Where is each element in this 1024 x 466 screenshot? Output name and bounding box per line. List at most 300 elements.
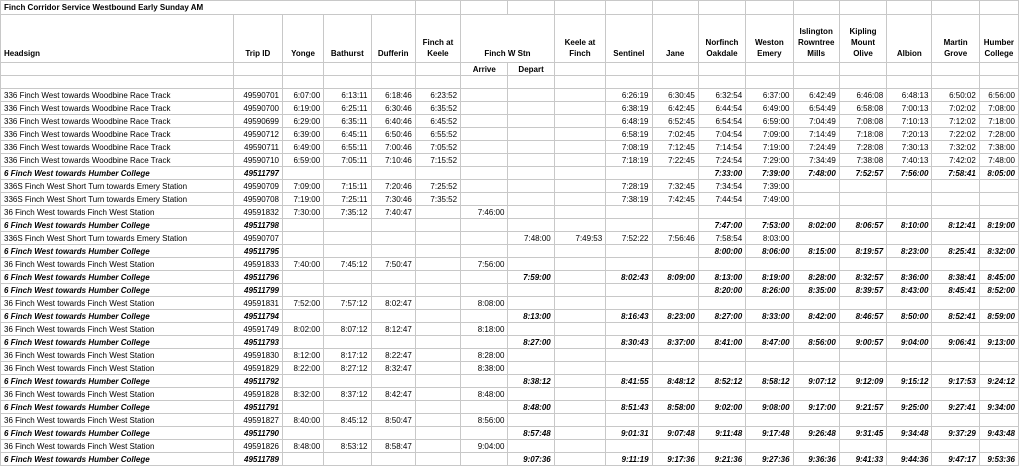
time-cell[interactable] [461,219,508,232]
time-cell[interactable] [371,401,415,414]
time-cell[interactable]: 8:45:00 [979,271,1018,284]
time-cell[interactable] [371,245,415,258]
time-cell[interactable]: 8:38:00 [461,362,508,375]
time-cell[interactable] [932,193,979,206]
time-cell[interactable] [652,323,698,336]
time-cell[interactable] [415,258,460,271]
time-cell[interactable]: 6:42:45 [652,102,698,115]
trip-id-cell[interactable]: 49511790 [233,427,282,440]
time-cell[interactable]: 8:59:00 [979,310,1018,323]
time-cell[interactable]: 9:04:00 [461,440,508,453]
time-cell[interactable] [932,349,979,362]
table-row[interactable] [1,401,1019,414]
time-cell[interactable] [461,193,508,206]
time-cell[interactable]: 9:17:48 [746,427,793,440]
time-cell[interactable] [324,375,371,388]
headsign-cell[interactable]: 6 Finch West towards Humber College [1,427,234,440]
time-cell[interactable]: 7:19:00 [746,141,793,154]
time-cell[interactable]: 8:27:00 [698,310,745,323]
time-cell[interactable]: 7:52:57 [839,167,886,180]
time-cell[interactable] [508,206,554,219]
time-cell[interactable]: 8:02:47 [371,297,415,310]
time-cell[interactable]: 7:09:00 [746,128,793,141]
time-cell[interactable]: 8:07:12 [324,323,371,336]
time-cell[interactable]: 7:52:22 [606,232,652,245]
table-row[interactable] [1,232,1019,245]
time-cell[interactable] [283,453,324,466]
time-cell[interactable] [554,349,605,362]
table-row[interactable] [1,453,1019,466]
time-cell[interactable]: 7:40:00 [283,258,324,271]
time-cell[interactable]: 6:42:49 [793,89,839,102]
time-cell[interactable] [698,206,745,219]
time-cell[interactable]: 8:23:00 [652,310,698,323]
time-cell[interactable]: 7:20:13 [887,128,932,141]
time-cell[interactable]: 8:53:12 [324,440,371,453]
time-cell[interactable]: 7:52:00 [283,297,324,310]
time-cell[interactable]: 8:42:47 [371,388,415,401]
time-cell[interactable]: 7:50:47 [371,258,415,271]
time-cell[interactable]: 8:56:00 [793,336,839,349]
trip-id-cell[interactable]: 49591832 [233,206,282,219]
table-row[interactable] [1,141,1019,154]
table-row[interactable] [1,167,1019,180]
time-cell[interactable] [887,297,932,310]
time-cell[interactable]: 8:12:00 [283,349,324,362]
time-cell[interactable] [554,284,605,297]
time-cell[interactable]: 7:58:41 [932,167,979,180]
time-cell[interactable]: 7:48:00 [979,154,1018,167]
time-cell[interactable] [508,128,554,141]
time-cell[interactable]: 6:23:52 [415,89,460,102]
headsign-cell[interactable]: 6 Finch West towards Humber College [1,284,234,297]
table-row[interactable] [1,258,1019,271]
time-cell[interactable]: 9:34:48 [887,427,932,440]
time-cell[interactable]: 6:54:54 [698,115,745,128]
time-cell[interactable] [508,115,554,128]
time-cell[interactable]: 8:41:00 [698,336,745,349]
time-cell[interactable]: 7:30:46 [371,193,415,206]
time-cell[interactable]: 7:25:52 [415,180,460,193]
time-cell[interactable] [283,245,324,258]
headsign-cell[interactable]: 6 Finch West towards Humber College [1,167,234,180]
trip-id-cell[interactable]: 49591830 [233,349,282,362]
time-cell[interactable] [371,232,415,245]
time-cell[interactable] [979,193,1018,206]
time-cell[interactable]: 8:27:00 [508,336,554,349]
time-cell[interactable]: 7:56:00 [887,167,932,180]
time-cell[interactable] [839,323,886,336]
trip-id-cell[interactable]: 49590701 [233,89,282,102]
time-cell[interactable]: 6:13:11 [324,89,371,102]
time-cell[interactable]: 6:50:02 [932,89,979,102]
time-cell[interactable] [461,401,508,414]
time-cell[interactable] [793,232,839,245]
time-cell[interactable] [793,180,839,193]
time-cell[interactable] [461,154,508,167]
headsign-cell[interactable]: 36 Finch West towards Finch West Station [1,323,234,336]
time-cell[interactable]: 8:58:00 [652,401,698,414]
time-cell[interactable] [839,414,886,427]
time-cell[interactable] [461,102,508,115]
table-row[interactable] [1,193,1019,206]
time-cell[interactable] [606,323,652,336]
time-cell[interactable]: 7:38:19 [606,193,652,206]
time-cell[interactable]: 9:27:41 [932,401,979,414]
time-cell[interactable] [415,167,460,180]
time-cell[interactable]: 7:14:49 [793,128,839,141]
time-cell[interactable]: 8:52:00 [979,284,1018,297]
time-cell[interactable]: 8:32:00 [283,388,324,401]
time-cell[interactable] [887,180,932,193]
time-cell[interactable] [746,388,793,401]
time-cell[interactable] [839,297,886,310]
time-cell[interactable] [652,297,698,310]
table-row[interactable] [1,102,1019,115]
time-cell[interactable] [746,297,793,310]
time-cell[interactable]: 7:00:46 [371,141,415,154]
time-cell[interactable]: 7:56:46 [652,232,698,245]
time-cell[interactable]: 7:00:13 [887,102,932,115]
trip-id-cell[interactable]: 49591749 [233,323,282,336]
headsign-cell[interactable]: 36 Finch West towards Finch West Station [1,440,234,453]
time-cell[interactable] [283,167,324,180]
time-cell[interactable] [415,336,460,349]
time-cell[interactable] [932,180,979,193]
time-cell[interactable] [887,258,932,271]
time-cell[interactable]: 8:45:12 [324,414,371,427]
time-cell[interactable]: 9:08:00 [746,401,793,414]
time-cell[interactable] [554,193,605,206]
time-cell[interactable]: 8:30:43 [606,336,652,349]
time-cell[interactable]: 7:05:11 [324,154,371,167]
time-cell[interactable]: 7:10:13 [887,115,932,128]
time-cell[interactable] [698,362,745,375]
time-cell[interactable]: 7:58:54 [698,232,745,245]
time-cell[interactable] [371,284,415,297]
time-cell[interactable] [839,349,886,362]
table-row[interactable] [1,414,1019,427]
time-cell[interactable]: 8:32:47 [371,362,415,375]
time-cell[interactable]: 7:49:00 [746,193,793,206]
time-cell[interactable]: 6:58:19 [606,128,652,141]
time-cell[interactable] [793,193,839,206]
time-cell[interactable]: 8:43:00 [887,284,932,297]
time-cell[interactable]: 8:27:12 [324,362,371,375]
time-cell[interactable] [793,440,839,453]
headsign-cell[interactable]: 6 Finch West towards Humber College [1,219,234,232]
time-cell[interactable]: 7:28:00 [979,128,1018,141]
time-cell[interactable] [461,271,508,284]
time-cell[interactable]: 8:10:00 [887,219,932,232]
time-cell[interactable]: 6:39:00 [283,128,324,141]
trip-id-cell[interactable]: 49590711 [233,141,282,154]
time-cell[interactable] [461,310,508,323]
time-cell[interactable] [461,167,508,180]
time-cell[interactable]: 6:59:00 [283,154,324,167]
time-cell[interactable] [554,180,605,193]
time-cell[interactable]: 7:38:00 [979,141,1018,154]
time-cell[interactable]: 8:38:12 [508,375,554,388]
time-cell[interactable] [554,414,605,427]
time-cell[interactable]: 9:21:57 [839,401,886,414]
time-cell[interactable]: 9:27:36 [746,453,793,466]
time-cell[interactable]: 8:02:43 [606,271,652,284]
trip-id-cell[interactable]: 49590699 [233,115,282,128]
time-cell[interactable] [652,349,698,362]
time-cell[interactable] [554,297,605,310]
time-cell[interactable] [839,193,886,206]
time-cell[interactable] [793,349,839,362]
time-cell[interactable]: 7:57:12 [324,297,371,310]
time-cell[interactable]: 6:35:11 [324,115,371,128]
time-cell[interactable] [283,271,324,284]
time-cell[interactable]: 8:39:57 [839,284,886,297]
time-cell[interactable] [415,401,460,414]
time-cell[interactable] [554,102,605,115]
headsign-cell[interactable]: 336 Finch West towards Woodbine Race Track [1,102,234,115]
time-cell[interactable] [839,258,886,271]
headsign-cell[interactable]: 36 Finch West towards Finch West Station [1,258,234,271]
headsign-cell[interactable]: 336 Finch West towards Woodbine Race Track [1,89,234,102]
time-cell[interactable]: 6:29:00 [283,115,324,128]
table-row[interactable] [1,89,1019,102]
trip-id-cell[interactable]: 49511796 [233,271,282,284]
table-row[interactable] [1,362,1019,375]
time-cell[interactable]: 9:07:36 [508,453,554,466]
time-cell[interactable] [371,271,415,284]
time-cell[interactable]: 8:20:00 [698,284,745,297]
time-cell[interactable]: 6:48:13 [887,89,932,102]
table-row[interactable] [1,219,1019,232]
time-cell[interactable]: 7:15:52 [415,154,460,167]
time-cell[interactable]: 7:18:08 [839,128,886,141]
time-cell[interactable]: 9:07:12 [793,375,839,388]
time-cell[interactable] [839,206,886,219]
time-cell[interactable]: 9:47:17 [932,453,979,466]
time-cell[interactable]: 6:59:00 [746,115,793,128]
time-cell[interactable] [979,297,1018,310]
time-cell[interactable] [415,219,460,232]
time-cell[interactable] [554,440,605,453]
time-cell[interactable]: 8:06:57 [839,219,886,232]
time-cell[interactable]: 6:54:49 [793,102,839,115]
time-cell[interactable]: 7:18:19 [606,154,652,167]
time-cell[interactable] [793,414,839,427]
time-cell[interactable] [979,349,1018,362]
table-row[interactable] [1,284,1019,297]
time-cell[interactable]: 8:46:57 [839,310,886,323]
time-cell[interactable]: 7:14:54 [698,141,745,154]
time-cell[interactable]: 8:19:00 [979,219,1018,232]
time-cell[interactable]: 8:08:00 [461,297,508,310]
time-cell[interactable] [461,427,508,440]
headsign-cell[interactable]: 336S Finch West Short Turn towards Emery Station [1,193,234,206]
time-cell[interactable]: 6:30:45 [652,89,698,102]
time-cell[interactable] [698,349,745,362]
time-cell[interactable]: 8:48:00 [508,401,554,414]
time-cell[interactable] [554,453,605,466]
trip-id-cell[interactable]: 49511797 [233,167,282,180]
time-cell[interactable]: 8:16:43 [606,310,652,323]
time-cell[interactable]: 8:17:12 [324,349,371,362]
time-cell[interactable]: 8:56:00 [461,414,508,427]
time-cell[interactable]: 6:55:52 [415,128,460,141]
time-cell[interactable] [979,388,1018,401]
time-cell[interactable]: 7:40:13 [887,154,932,167]
time-cell[interactable]: 8:13:00 [698,271,745,284]
time-cell[interactable] [932,206,979,219]
time-cell[interactable]: 8:48:00 [461,388,508,401]
time-cell[interactable] [652,258,698,271]
time-cell[interactable]: 8:37:12 [324,388,371,401]
headsign-cell[interactable]: 336 Finch West towards Woodbine Race Track [1,154,234,167]
time-cell[interactable] [698,440,745,453]
trip-id-cell[interactable]: 49591831 [233,297,282,310]
time-cell[interactable] [554,310,605,323]
time-cell[interactable]: 7:30:00 [283,206,324,219]
time-cell[interactable] [606,349,652,362]
time-cell[interactable]: 9:26:48 [793,427,839,440]
time-cell[interactable] [839,232,886,245]
time-cell[interactable]: 7:04:49 [793,115,839,128]
time-cell[interactable]: 8:58:12 [746,375,793,388]
time-cell[interactable] [415,271,460,284]
time-cell[interactable]: 8:00:00 [698,245,745,258]
time-cell[interactable] [979,180,1018,193]
time-cell[interactable] [554,271,605,284]
time-cell[interactable] [887,206,932,219]
time-cell[interactable]: 6:46:08 [839,89,886,102]
headsign-cell[interactable]: 6 Finch West towards Humber College [1,245,234,258]
time-cell[interactable]: 7:35:12 [324,206,371,219]
trip-id-cell[interactable]: 49591827 [233,414,282,427]
time-cell[interactable] [887,349,932,362]
time-cell[interactable]: 7:08:08 [839,115,886,128]
time-cell[interactable]: 9:41:33 [839,453,886,466]
time-cell[interactable]: 6:19:00 [283,102,324,115]
time-cell[interactable] [979,258,1018,271]
time-cell[interactable]: 6:55:11 [324,141,371,154]
headsign-cell[interactable]: 336 Finch West towards Woodbine Race Track [1,128,234,141]
time-cell[interactable] [652,206,698,219]
time-cell[interactable]: 6:18:46 [371,89,415,102]
time-cell[interactable]: 7:04:54 [698,128,745,141]
time-cell[interactable]: 6:49:00 [746,102,793,115]
time-cell[interactable]: 6:35:52 [415,102,460,115]
time-cell[interactable] [698,323,745,336]
time-cell[interactable] [932,297,979,310]
time-cell[interactable]: 8:36:00 [887,271,932,284]
time-cell[interactable]: 9:31:45 [839,427,886,440]
time-cell[interactable] [415,427,460,440]
headsign-cell[interactable]: 6 Finch West towards Humber College [1,375,234,388]
time-cell[interactable] [371,427,415,440]
headsign-cell[interactable]: 6 Finch West towards Humber College [1,310,234,323]
time-cell[interactable] [652,362,698,375]
time-cell[interactable] [652,284,698,297]
time-cell[interactable] [839,180,886,193]
trip-id-cell[interactable]: 49591829 [233,362,282,375]
time-cell[interactable] [324,427,371,440]
time-cell[interactable]: 6:45:11 [324,128,371,141]
headsign-cell[interactable]: 36 Finch West towards Finch West Station [1,206,234,219]
time-cell[interactable] [508,89,554,102]
time-cell[interactable]: 8:05:00 [979,167,1018,180]
time-cell[interactable]: 6:49:00 [283,141,324,154]
time-cell[interactable] [415,284,460,297]
time-cell[interactable]: 6:50:46 [371,128,415,141]
time-cell[interactable]: 7:30:13 [887,141,932,154]
time-cell[interactable] [606,219,652,232]
time-cell[interactable] [839,440,886,453]
trip-id-cell[interactable]: 49511789 [233,453,282,466]
time-cell[interactable]: 8:06:00 [746,245,793,258]
time-cell[interactable] [887,440,932,453]
time-cell[interactable] [652,167,698,180]
time-cell[interactable]: 9:11:19 [606,453,652,466]
time-cell[interactable] [283,232,324,245]
time-cell[interactable]: 7:35:52 [415,193,460,206]
time-cell[interactable]: 6:37:00 [746,89,793,102]
time-cell[interactable] [793,362,839,375]
time-cell[interactable] [508,349,554,362]
time-cell[interactable] [554,167,605,180]
time-cell[interactable] [415,297,460,310]
time-cell[interactable] [698,258,745,271]
time-cell[interactable] [606,414,652,427]
time-cell[interactable] [979,414,1018,427]
time-cell[interactable] [606,258,652,271]
time-cell[interactable]: 9:17:00 [793,401,839,414]
time-cell[interactable] [979,232,1018,245]
time-cell[interactable] [979,362,1018,375]
trip-id-cell[interactable]: 49511792 [233,375,282,388]
time-cell[interactable]: 7:05:52 [415,141,460,154]
table-row[interactable] [1,440,1019,453]
time-cell[interactable]: 9:07:48 [652,427,698,440]
time-cell[interactable]: 7:34:49 [793,154,839,167]
time-cell[interactable] [508,440,554,453]
trip-id-cell[interactable]: 49590712 [233,128,282,141]
time-cell[interactable]: 7:02:02 [932,102,979,115]
table-row[interactable] [1,375,1019,388]
time-cell[interactable]: 9:34:00 [979,401,1018,414]
time-cell[interactable] [606,440,652,453]
time-cell[interactable] [606,388,652,401]
time-cell[interactable]: 8:22:47 [371,349,415,362]
time-cell[interactable] [554,245,605,258]
time-cell[interactable]: 7:18:00 [979,115,1018,128]
time-cell[interactable] [508,219,554,232]
time-cell[interactable] [508,102,554,115]
time-cell[interactable]: 7:10:46 [371,154,415,167]
time-cell[interactable]: 8:45:41 [932,284,979,297]
headsign-cell[interactable]: 336 Finch West towards Woodbine Race Track [1,115,234,128]
time-cell[interactable]: 6:56:00 [979,89,1018,102]
time-cell[interactable]: 7:53:00 [746,219,793,232]
time-cell[interactable] [324,167,371,180]
trip-id-cell[interactable]: 49590700 [233,102,282,115]
time-cell[interactable] [554,154,605,167]
time-cell[interactable]: 9:17:53 [932,375,979,388]
time-cell[interactable]: 6:32:54 [698,89,745,102]
time-cell[interactable] [415,349,460,362]
time-cell[interactable]: 8:03:00 [746,232,793,245]
time-cell[interactable]: 9:36:36 [793,453,839,466]
time-cell[interactable] [508,258,554,271]
time-cell[interactable] [324,271,371,284]
